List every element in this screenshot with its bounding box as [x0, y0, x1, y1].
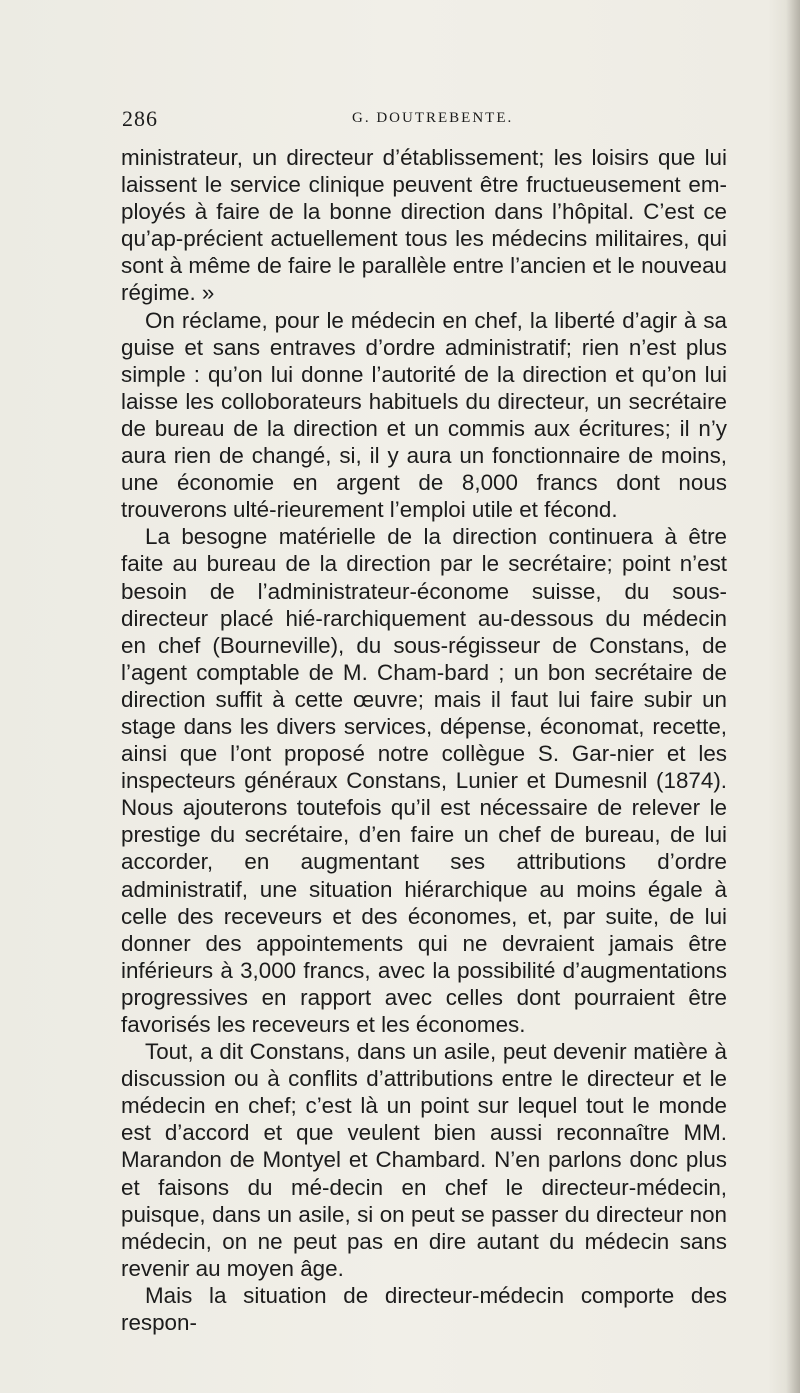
paragraph: Tout, a dit Constans, dans un asile, peut devenir matière à discussion ou à conflits d’attributions entre le directeur et le médecin en chef; c’est là un point sur lequel tout le monde est d’accord et que veulent bien aussi reconnaître MM. Marandon de Montyel et Chambard. N’en parlons donc plus et faisons du mé-decin en chef le directeur-médecin, puisque, dans un asile, si on peut se passer du directeur non médecin, on ne peut pas en dire autant du médecin sans revenir au moyen âge. [121, 1039, 727, 1281]
page-edge-shadow [786, 0, 800, 1393]
body-text [121, 144, 727, 1336]
page-header [122, 106, 727, 136]
paragraph-partial: Mais la situation de directeur-médecin comporte des respon- [121, 1282, 727, 1336]
paragraph-continuation: ministrateur, un directeur d’établissement; les loisirs que lui laissent le service clinique peuvent être fructueusement em-ployés à faire de la bonne direction dans l’hôpital. C’est ce qu’ap-précient actuellement tous les médecins militaires, qui sont à même de faire le parallèle entre l’ancien et le nouveau régime. » [121, 145, 727, 306]
page-number: 286 [122, 106, 158, 131]
paragraph: On réclame, pour le médecin en chef, la liberté d’agir à sa guise et sans entraves d’ordre administratif; rien n’est plus simple : qu’on lui donne l’autorité de la direction et qu’on lui laisse les colloborateurs habituels du directeur, un secrétaire de bureau de la direction et un commis aux écritures; il n’y aura rien de changé, si, il y aura un fonctionnaire de moins, une économie en argent de 8,000 francs dont nous trouverons ulté-rieurement l’emploi utile et fécond. [121, 307, 727, 523]
paragraph: La besogne matérielle de la direction continuera à être faite au bureau de la direction par le secrétaire; point n’est besoin de l’administrateur-économe suisse, du sous-directeur placé hié-rarchiquement au-dessous du médecin en chef (Bourneville), du sous-régisseur de Constans, de l’agent comptable de M. Cham-bard ; un bon secrétaire de direction suffit à cette œuvre; mais il faut lui faire subir un stage dans les divers services, dépense, économat, recette, ainsi que l’ont proposé notre collègue S. Gar-nier et les inspecteurs généraux Constans, Lunier et Dumesnil (1874). Nous ajouterons toutefois qu’il est nécessaire de relever le prestige du secrétaire, d’en faire un chef de bureau, de lui accorder, en augmentant ses attributions d’ordre administratif, une situation hiérarchique au moins égale à celle des receveurs et des économes, et, par suite, de lui donner des appointements qui ne devraient jamais être inférieurs à 3,000 francs, avec la possibilité d’augmentations progressives en rapport avec celles dont pourraient être favorisés les receveurs et les économes. [121, 524, 727, 1037]
running-head: G. DOUTREBENTE. [352, 110, 514, 126]
